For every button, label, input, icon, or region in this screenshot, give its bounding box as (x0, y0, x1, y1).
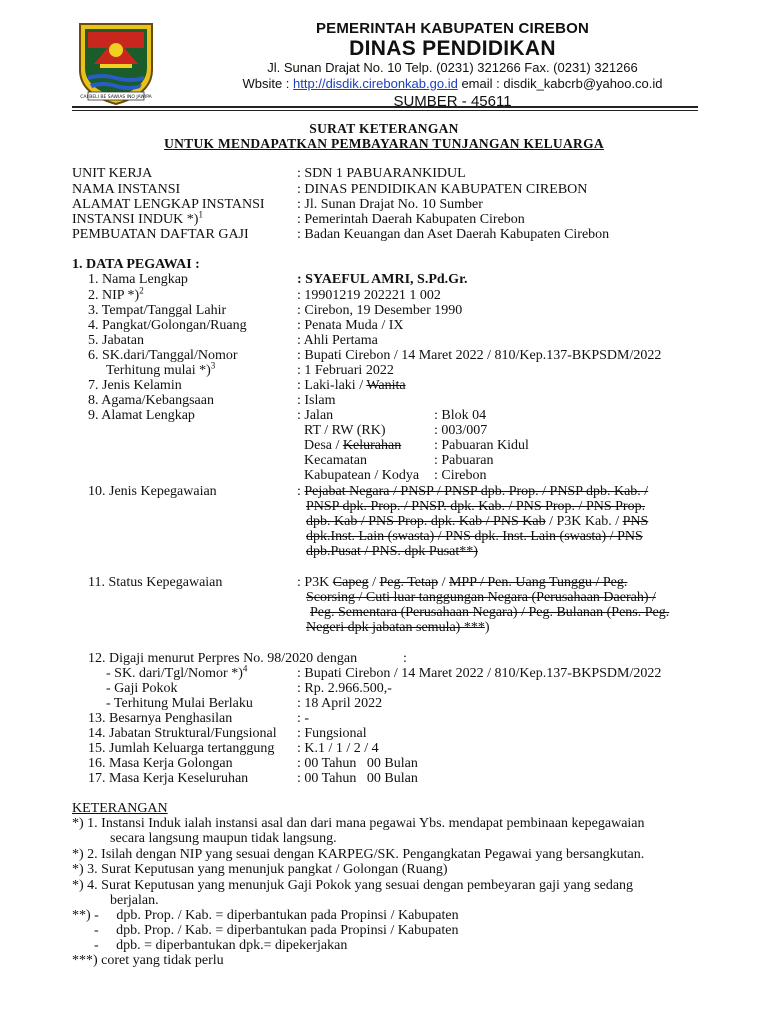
employment-type-line (306, 544, 478, 559)
field-value: : Ahli Pertama (297, 333, 378, 348)
note-line: ***) coret yang tidak perlu (72, 953, 224, 968)
field-label (88, 285, 144, 303)
note-line: berjalan. (110, 893, 159, 908)
field-label: 10. Jenis Kepegawaian (88, 484, 217, 499)
field-value: : Cirebon, 19 Desember 1990 (297, 303, 463, 318)
footnote-ref: 3 (210, 360, 216, 371)
note-line: - dpb. = diperbantukan dpk.= dipekerjakan (94, 938, 348, 953)
field-label: 15. Jumlah Keluarga tertanggung (88, 741, 275, 756)
note-line: *) 1. Instansi Induk ialah instansi asal dan dari mana pegawai Ybs. mendapat pembinaan kepegawaian (72, 816, 645, 831)
employment-status-line (306, 590, 656, 605)
field-label: - Terhitung Mulai Berlaku (106, 696, 253, 711)
struck-option: PNSP dpk. Prop. / PNSP. dpk. Kab. / PNS Prop. / PNS Prop. (306, 499, 646, 514)
employment-type-line (306, 499, 645, 514)
field-value: : 19901219 202221 1 002 (297, 288, 441, 303)
field-value: : 18 April 2022 (297, 696, 383, 711)
struck-option: dpb. Kab / PNS Prop. dpk. Kab / PNS Kab (306, 514, 546, 529)
colon: : (297, 484, 305, 499)
note-line: - dpb. Prop. / Kab. = diperbantukan pada Propinsi / Kabupaten (94, 923, 459, 938)
field-label: 1. Nama Lengkap (88, 272, 188, 287)
employment-status-line (310, 605, 669, 620)
field-value: : Pemerintah Daerah Kabupaten Cirebon (297, 212, 525, 227)
employment-type-line (297, 484, 648, 499)
address-label: : Jalan (297, 408, 334, 423)
address-label (304, 438, 401, 453)
field-value: : 00 Tahun 00 Bulan (297, 756, 418, 771)
field-value: : DINAS PENDIDIKAN KABUPATEN CIREBON (297, 182, 588, 197)
section-heading: 1. DATA PEGAWAI : (72, 257, 200, 272)
field-label: 17. Masa Kerja Keseluruhan (88, 771, 249, 786)
field-label: 7. Jenis Kelamin (88, 378, 182, 393)
employment-type-line (306, 529, 643, 544)
field-label: ALAMAT LENGKAP INSTANSI (72, 197, 265, 212)
address-label: Kabupatean / Kodya (304, 468, 420, 483)
field-value: : K.1 / 1 / 2 / 4 (297, 741, 379, 756)
field-label: 8. Agama/Kebangsaan (88, 393, 214, 408)
address-value: : Pabuaran (434, 453, 494, 468)
field-value (297, 378, 406, 393)
struck-option: dpb.Pusat / PNS. dpk Pusat**) (306, 544, 478, 559)
letterhead-government: PEMERINTAH KABUPATEN CIREBON (315, 20, 590, 37)
struck-option: dpk.Inst. Lain (swasta) / PNS dpk. Inst. Lain (swasta) / PNS (306, 529, 643, 544)
field-label: 9. Alamat Lengkap (88, 408, 195, 423)
document-subtitle: UNTUK MENDAPATKAN PEMBAYARAN TUNJANGAN KELUARGA (164, 136, 604, 151)
address-value: : Blok 04 (434, 408, 487, 423)
letterhead (180, 18, 725, 111)
field-value: : SYAEFUL AMRI, S.Pd.Gr. (297, 272, 468, 287)
website-label: Wbsite : (242, 76, 294, 91)
struck-option: Scorsing / Cuti luar tanggungan Negara (Perusahaan Daerah) / (306, 590, 656, 605)
footnote-ref: 2 (139, 285, 144, 296)
note-line: **) - dpb. Prop. / Kab. = diperbantukan pada Propinsi / Kabupaten (72, 908, 459, 923)
field-value: : Bupati Cirebon / 14 Maret 2022 / 810/Kep.137-BKPSDM/2022 (297, 666, 662, 681)
address-value: : Cirebon (434, 468, 487, 483)
struck-option: PNS (622, 514, 649, 529)
field-value: : Rp. 2.966.500,- (297, 681, 392, 696)
field-label (72, 209, 203, 227)
field-label: PEMBUATAN DAFTAR GAJI (72, 227, 249, 242)
note-line: *) 2. Isilah dengan NIP yang sesuai dengan KARPEG/SK. Pengangkatan Pegawai yang bersangkutan. (72, 847, 645, 862)
field-value: : SDN 1 PABUARANKIDUL (297, 166, 466, 181)
note-line: secara langsung maupun tidak langsung. (110, 831, 337, 846)
letterhead-divider-thin (72, 110, 698, 111)
address-label-text: Desa / (304, 438, 343, 453)
field-label: 5. Jabatan (88, 333, 144, 348)
footnote-ref: 4 (242, 663, 248, 674)
selected-option: / P3K Kab. / (545, 514, 623, 529)
struck-option: Capeg (332, 575, 369, 590)
field-label: UNIT KERJA (72, 166, 153, 181)
selected-option: : P3K (297, 575, 333, 590)
document-title: SURAT KETERANGAN (309, 121, 459, 136)
address-value: : Pabuaran Kidul (434, 438, 529, 453)
letterhead-office: DINAS PENDIDIKAN (349, 37, 556, 60)
letterhead-contact (180, 76, 725, 92)
field-label: 12. Digaji menurut Perpres No. 98/2020 dengan (88, 651, 358, 666)
field-value: : 00 Tahun 00 Bulan (297, 771, 418, 786)
field-label (106, 663, 248, 681)
closing-paren: ) (484, 620, 490, 635)
colon: : (403, 651, 407, 666)
struck-option: Peg. Tetap (379, 575, 439, 590)
field-value: : - (297, 711, 310, 726)
field-label: 3. Tempat/Tanggal Lahir (88, 303, 227, 318)
field-label (106, 360, 216, 378)
email-text: email : disdik_kabcrb@yahoo.co.id (457, 76, 663, 91)
field-value: : Badan Keuangan dan Aset Daerah Kabupaten Cirebon (297, 227, 610, 242)
struck-option: Wanita (366, 378, 406, 393)
field-value: : Bupati Cirebon / 14 Maret 2022 / 810/Kep.137-BKPSDM/2022 (297, 348, 662, 363)
field-label-text: INSTANSI INDUK *) (72, 212, 199, 227)
note-line: *) 4. Surat Keputusan yang menunjuk Gaji Pokok yang sesuai dengan pembeyaran gaji yang sedang (72, 878, 634, 893)
field-label: 16. Masa Kerja Golongan (88, 756, 233, 771)
struck-option: Negeri dpk jabatan semula) *** (306, 620, 485, 635)
footnote-ref: 1 (198, 209, 203, 220)
address-label: RT / RW (RK) (304, 423, 386, 438)
website-link[interactable]: http://disdik.cirebonkab.go.id (293, 76, 458, 91)
field-value: : Penata Muda / IX (297, 318, 404, 333)
field-label: 14. Jabatan Struktural/Fungsional (88, 726, 277, 741)
employment-type-line (306, 514, 648, 529)
struck-option: MPP / Pen. Uang Tunggu / Peg. (448, 575, 628, 590)
address-label: Kecamatan (304, 453, 367, 468)
note-line: *) 3. Surat Keputusan yang menunjuk pangkat / Golongan (Ruang) (72, 862, 448, 877)
separator: / (438, 575, 449, 590)
struck-option: Peg. Sementara (Perusahaan Negara) / Peg. Bulanan (Pens. Peg. (310, 605, 670, 620)
logo-motto: CAI BELI BE SAWIAS INO JAWIPA (80, 95, 152, 100)
letterhead-address: Jl. Sunan Drajat No. 10 Telp. (0231) 321266 Fax. (0231) 321266 (267, 60, 638, 75)
field-label: 11. Status Kepegawaian (88, 575, 223, 590)
field-label: NAMA INSTANSI (72, 182, 181, 197)
field-label-text: Terhitung mulai *) (106, 363, 211, 378)
address-value: : 003/007 (434, 423, 488, 438)
field-label: - Gaji Pokok (106, 681, 178, 696)
field-value: : Fungsional (297, 726, 367, 741)
employment-status-line (297, 575, 627, 590)
field-value: : Jl. Sunan Drajat No. 10 Sumber (297, 197, 483, 212)
field-value: : Islam (297, 393, 336, 408)
separator: / (368, 575, 380, 590)
field-label: 13. Besarnya Penghasilan (88, 711, 233, 726)
field-label-text: 2. NIP *) (88, 288, 140, 303)
field-label: 4. Pangkat/Golongan/Ruang (88, 318, 247, 333)
struck-option: Pejabat Negara / PNSP / PNSP dpb. Prop. / PNSP dpb. Kab. / (304, 484, 649, 499)
field-value: : 1 Februari 2022 (297, 363, 394, 378)
letterhead-postal: SUMBER - 45611 (393, 93, 512, 110)
employment-status-line (306, 620, 490, 635)
notes-heading: KETERANGAN (72, 801, 168, 816)
field-label-text: - SK. dari/Tgl/Nomor *) (106, 666, 243, 681)
cirebon-regency-logo (74, 20, 158, 106)
gender-value: : Laki-laki / (297, 378, 367, 393)
field-label: 6. SK.dari/Tanggal/Nomor (88, 348, 238, 363)
struck-option: Kelurahan (342, 438, 402, 453)
letterhead-divider (72, 106, 698, 108)
